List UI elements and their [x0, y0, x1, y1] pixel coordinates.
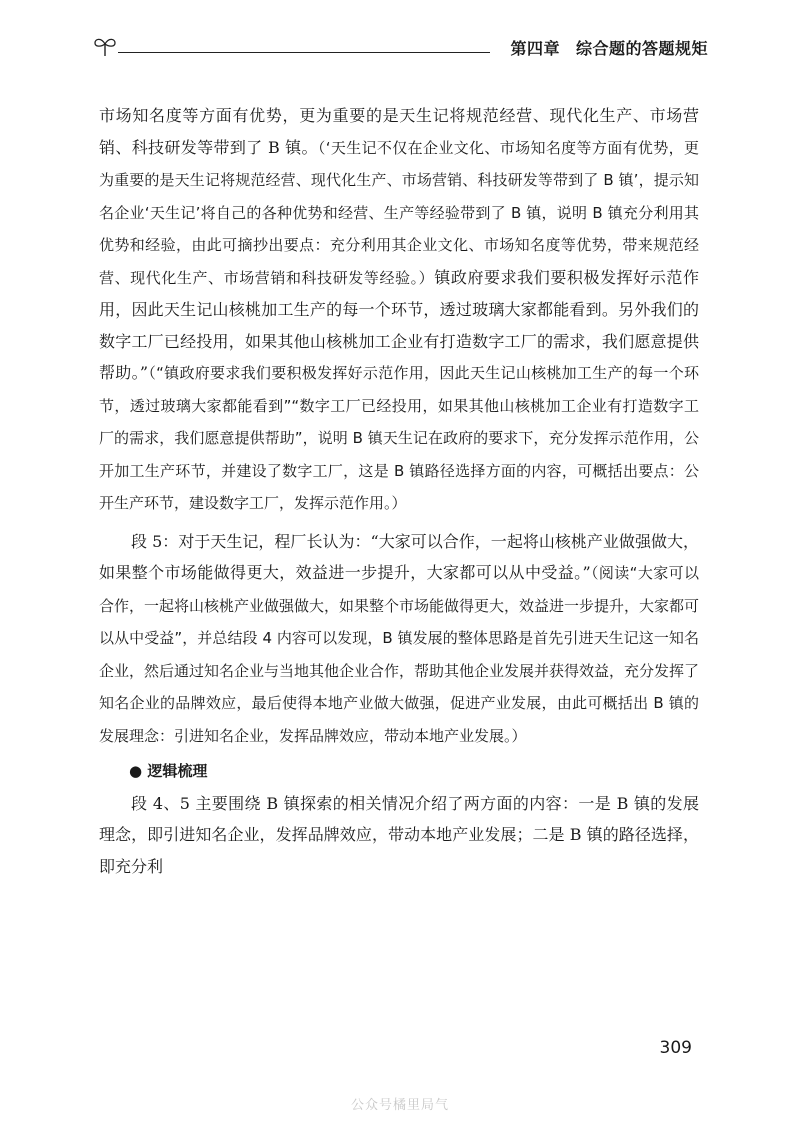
chapter-title: 综合题的答题规矩 — [575, 39, 708, 58]
text-run: 段 4、5 主要围绕 B 镇探索的相关情况介绍了两方面的内容：一是 B 镇的发展理念，即引进知名企业，发挥品牌效应，带动本地产业发展；二是 B 镇的路径选择，即充分利 — [99, 793, 699, 876]
analysis-note: （“镇政府要求我们要积极发挥好示范作用，因此天生记山核桃加工生产的每一个环节，透过玻璃大家都能看到”“数字工厂已经投用，如果其他山核桃加工企业有打造数字工厂的需求，我们愿意提供帮助”，说明 B 镇天生记在政府的要求下，充分发挥示范作用，公开加工生产环节，并建设了数字工厂，这是 B 镇路径选择方面的内容，可概括出要点：公开生产环节，建设数字工厂，发挥示范作用。） — [99, 364, 699, 512]
running-header — [92, 34, 708, 60]
text-run: 段 5：对于天生记，程厂长认为：“大家可以合作，一起将山核桃产业做强做大，如果整个市场能做得更大，效益进一步提升，大家都可以从中受益。” — [99, 531, 699, 582]
text-run: 市场知名度等方面有优势，更为重要的是天生记将规范经营、现代化生产、市场营销、科技研发等带到了 B 镇。 — [99, 106, 699, 157]
bullet-icon: ● — [129, 762, 143, 780]
paragraph-2 — [99, 526, 699, 753]
text-run: 镇政府要求我们要积极发挥好示范作用，因此天生记山核桃加工生产的每一个环节，透过玻璃大家都能看到。另外我们的数字工厂已经投用，如果其他山核桃加工企业有打造数字工厂的需求，我们愿意提供帮助。” — [99, 267, 699, 382]
page-number: 309 — [659, 1038, 692, 1058]
analysis-note: （阅读“大家可以合作，一起将山核桃产业做强做大，如果整个市场能做得更大，效益进一步提升，大家都可以从中受益”，并总结段 4 内容可以发现，B 镇发展的整体思路是首先引进天生记这一知名企业，然后通过知名企业与当地其他企业合作，帮助其他企业发展并获得效益，充分发挥了知名企业的品牌效应，最后使得本地产业做大做强，促进产业发展，由此可概括出 B 镇的发展理念：引进知名企业，发挥品牌效应，带动本地产业发展。） — [99, 564, 700, 745]
paragraph-1 — [99, 100, 699, 520]
chapter-heading — [510, 36, 708, 59]
header-rule — [118, 52, 490, 53]
chapter-label: 第四章 — [510, 39, 560, 58]
section-heading — [99, 756, 699, 788]
paragraph-3 — [99, 788, 699, 883]
watermark: 公众号橘里局气 — [350, 1098, 449, 1113]
analysis-note: （‘天生记不仅在企业文化、市场知名度等方面有优势，更为重要的是天生记将规范经营、现代化生产、市场营销、科技研发等带到了 B 镇’，提示知名企业‘天生记’将自己的各种优势和经营、生产等经验带到了 B 镇，说明 B 镇充分利用其优势和经验，由此可摘抄出要点：充分利用其企业文化、市场知名度等优势，带来规范经营、现代化生产、市场营销和科技研发等经验。） — [99, 138, 699, 287]
sprout-icon — [92, 34, 118, 58]
page-body — [99, 100, 699, 882]
section-title: 逻辑梳理 — [147, 762, 208, 780]
